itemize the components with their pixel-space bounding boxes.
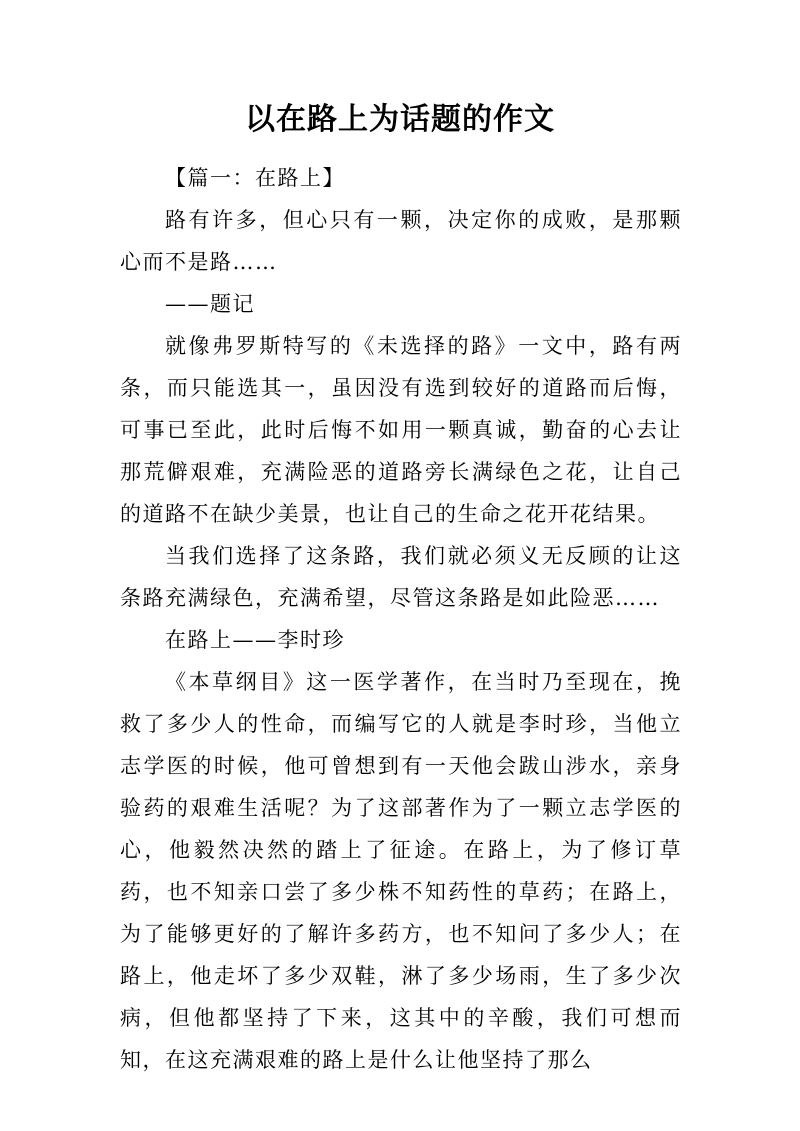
body-paragraph: 当我们选择了这条路，我们就必须义无反顾的让这条路充满绿色，充满希望，尽管这条路是如此险恶……: [120, 544, 682, 610]
subheading: 在路上——李时珍: [165, 628, 345, 652]
document-body: [120, 157, 682, 1081]
section-heading: 【篇一：在路上】: [165, 166, 345, 190]
body-paragraph: 就像弗罗斯特写的《未选择的路》一文中，路有两条，而只能选其一，虽因没有选到较好的道路而后悔，可事已至此，此时后悔不如用一颗真诚，勤奋的心去让那荒僻艰难，充满险恶的道路旁长满绿色之花，让自己的道路不在缺少美景，也让自己的生命之花开花结果。: [120, 334, 682, 526]
epigraph-attribution: ——题记: [165, 292, 255, 316]
epigraph-paragraph: 路有许多，但心只有一颗，决定你的成败，是那颗心而不是路……: [120, 208, 682, 274]
document-title: 以在路上为话题的作文: [245, 102, 555, 137]
body-paragraph: 《本草纲目》这一医学著作，在当时乃至现在，挽救了多少人的性命，而编写它的人就是李时珍，当他立志学医的时候，他可曾想到有一天他会跋山涉水，亲身验药的艰难生活呢？为了这部著作为了一颗立志学医的心，他毅然决然的踏上了征途。在路上，为了修订草药，也不知亲口尝了多少株不知药性的草药；在路上，为了能够更好的了解许多药方，也不知问了多少人；在路上，他走坏了多少双鞋，淋了多少场雨，生了多少次病，但他都坚持了下来，这其中的辛酸，我们可想而知，在这充满艰难的路上是什么让他坚持了那么: [120, 670, 682, 1072]
